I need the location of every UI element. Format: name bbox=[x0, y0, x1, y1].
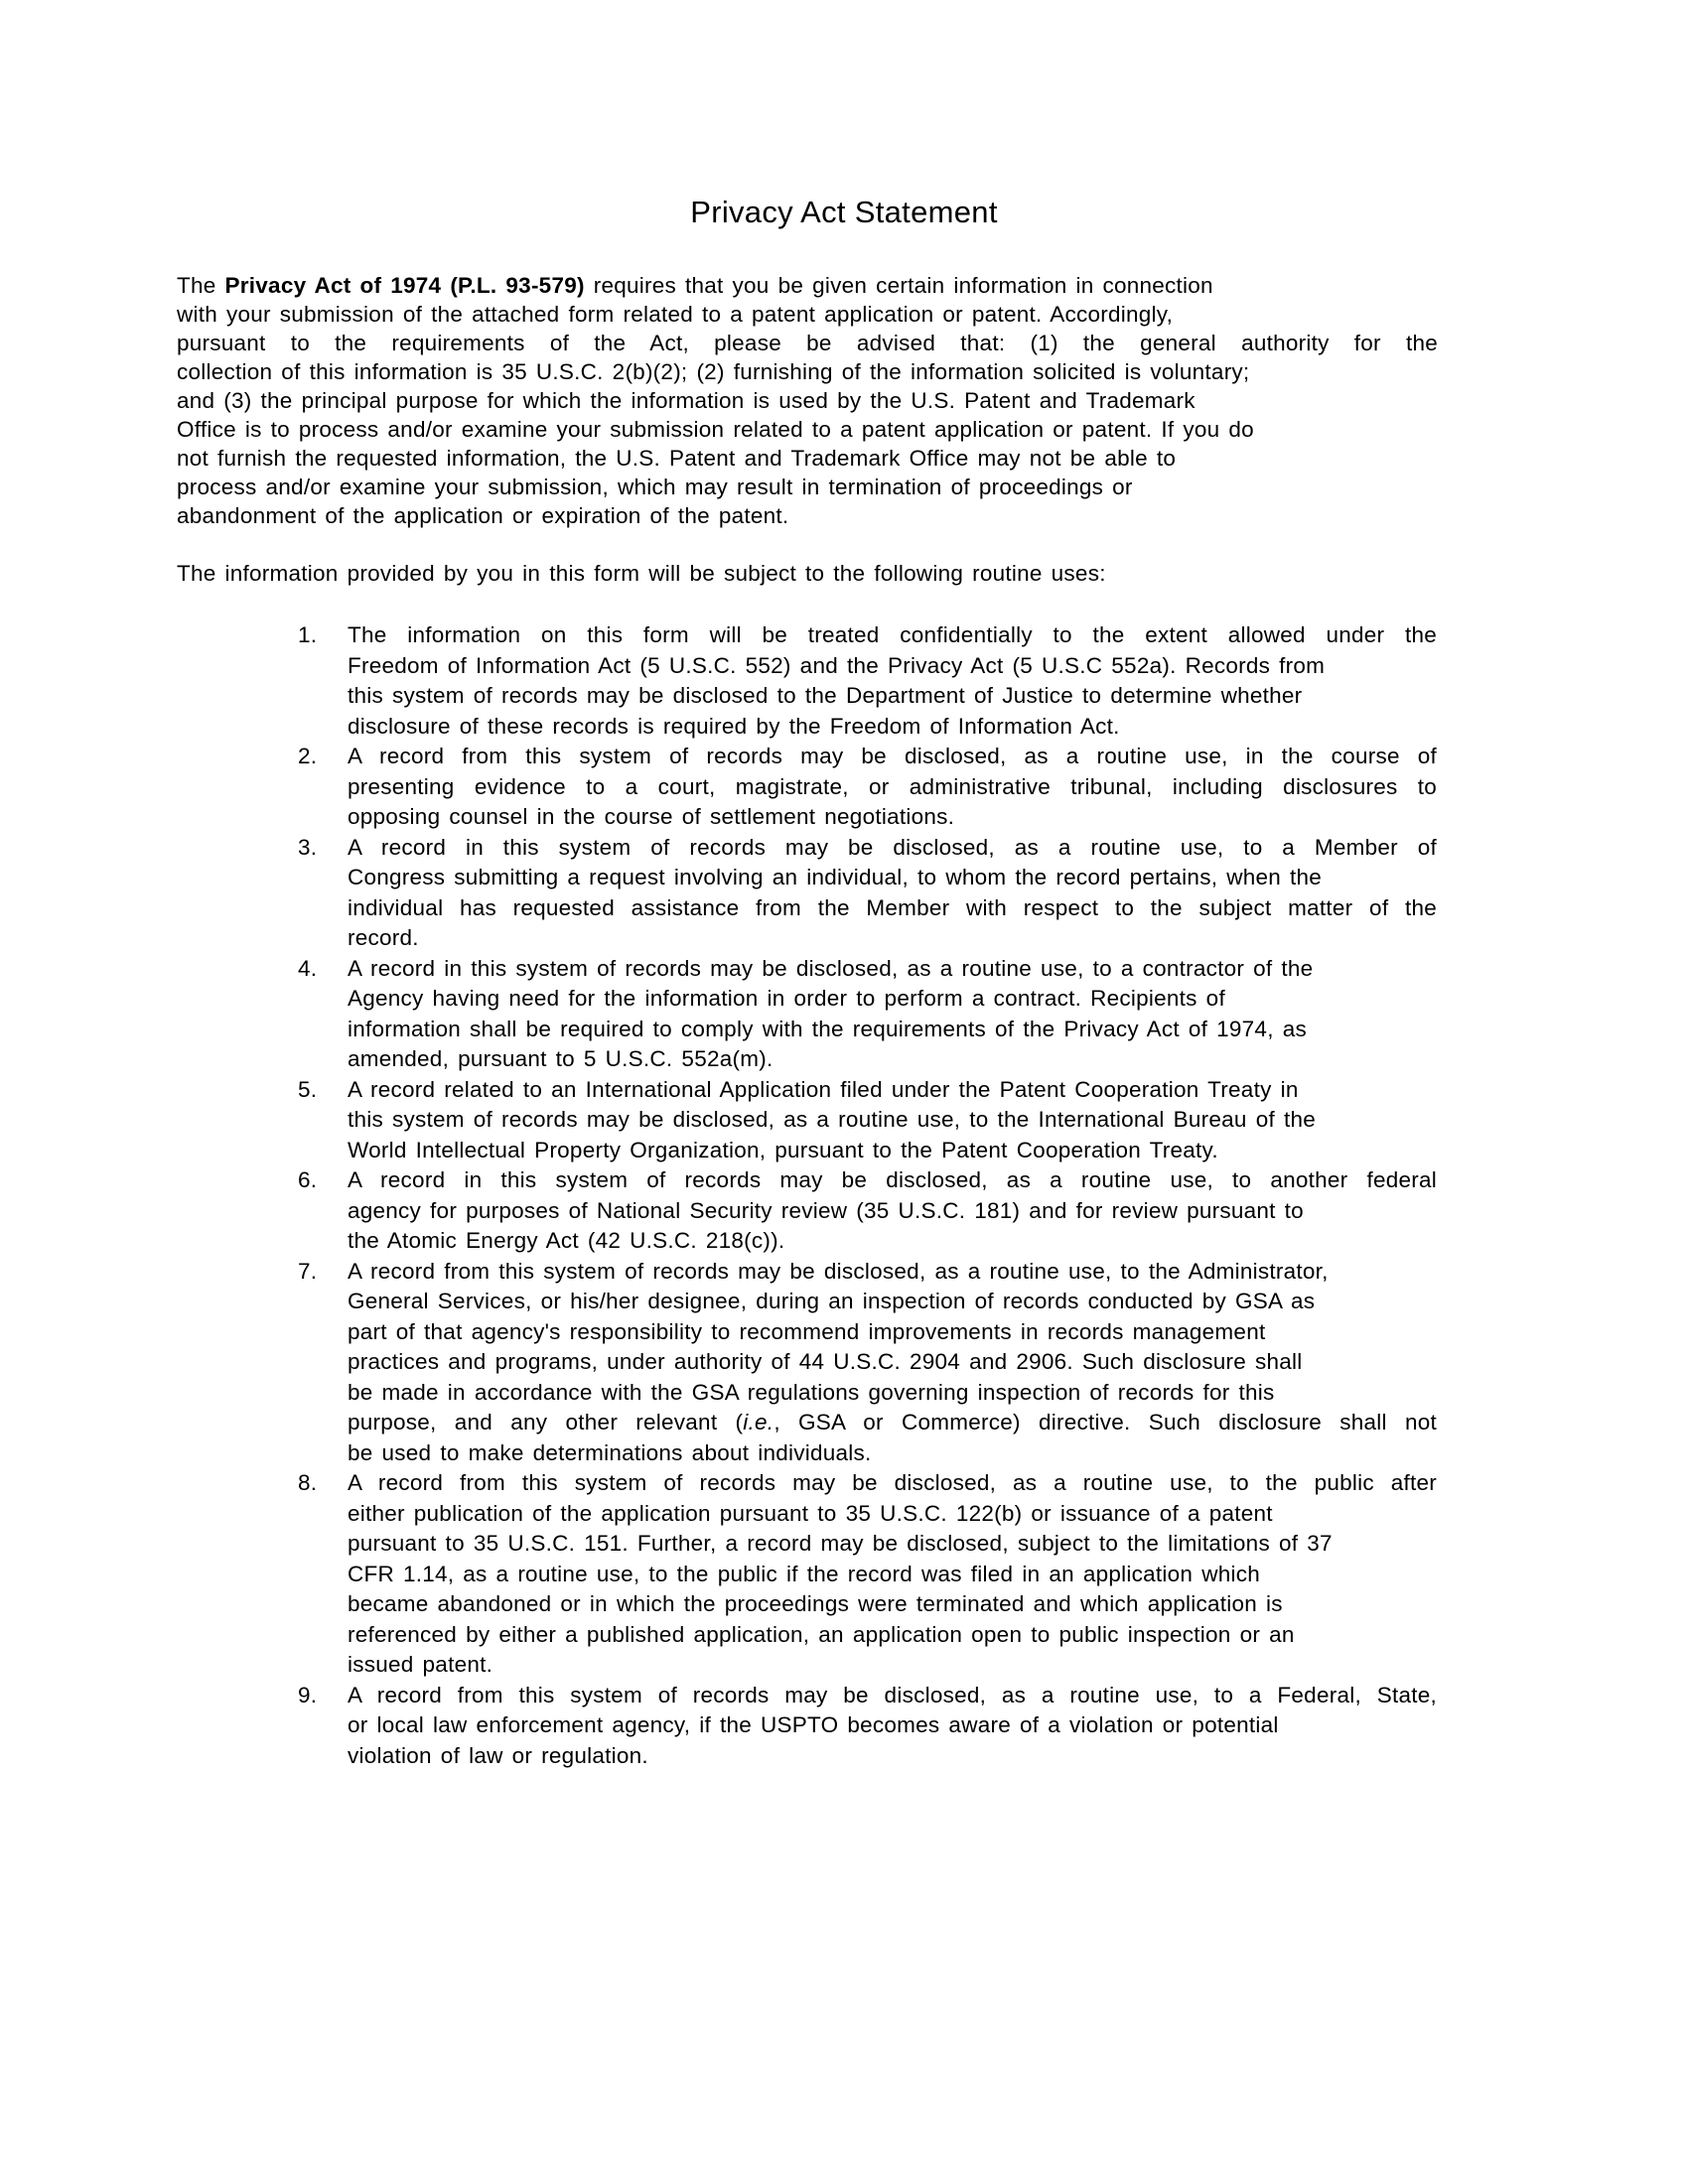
text-segment: collection of this information is 35 U.S.C. 2(b)(2); (2) furnishing of the information solicited is voluntary; bbox=[177, 359, 1250, 384]
text-segment: not furnish the requested information, the U.S. Patent and Trademark Office may not be able to bbox=[177, 446, 1177, 471]
text-line bbox=[348, 1620, 1437, 1651]
text-line bbox=[348, 1378, 1437, 1409]
text-line bbox=[348, 833, 1437, 864]
text-line bbox=[177, 559, 1438, 588]
text-line bbox=[348, 1741, 1437, 1772]
text-segment: purpose, and any other relevant ( bbox=[348, 1410, 744, 1434]
text-line bbox=[348, 1468, 1437, 1499]
text-segment: process and/or examine your submission, which may result in termination of proceedings or bbox=[177, 475, 1133, 499]
text-segment: disclosure of these records is required by the Freedom of Information Act. bbox=[348, 713, 1120, 739]
text-segment: either publication of the application pursuant to 35 U.S.C. 122(b) or issuance of a patent bbox=[348, 1500, 1273, 1526]
text-line bbox=[348, 1165, 1437, 1196]
text-segment: information shall be required to comply with the requirements of the Privacy Act of 1974, as bbox=[348, 1016, 1307, 1041]
text-segment: The bbox=[177, 273, 225, 298]
text-line bbox=[348, 863, 1437, 893]
text-segment: General Services, or his/her designee, during an inspection of records conducted by GSA as bbox=[348, 1289, 1316, 1313]
list-item-number: 8. bbox=[298, 1470, 318, 1495]
text-segment: A record from this system of records may be disclosed, as a routine use, to a Federal, State, bbox=[348, 1682, 1437, 1707]
text-segment: the Atomic Energy Act (42 U.S.C. 218(c)). bbox=[348, 1228, 785, 1253]
text-segment: agency for purposes of National Security review (35 U.S.C. 181) and for review pursuant to bbox=[348, 1197, 1304, 1223]
text-segment: The information on this form will be treated confidentially to the extent allowed under the bbox=[348, 622, 1437, 647]
text-line bbox=[177, 473, 1438, 501]
text-segment: this system of records may be disclosed to the Department of Justice to determine whether bbox=[348, 683, 1303, 708]
text-line bbox=[348, 1438, 1437, 1469]
text-segment: amended, pursuant to 5 U.S.C. 552a(m). bbox=[348, 1046, 774, 1071]
list-item-text bbox=[348, 1257, 1437, 1469]
list-item bbox=[298, 954, 1437, 1075]
text-segment: pursuant to 35 U.S.C. 151. Further, a record may be disclosed, subject to the limitations of 37 bbox=[348, 1531, 1333, 1556]
text-segment: practices and programs, under authority of 44 U.S.C. 2904 and 2906. Such disclosure shall bbox=[348, 1349, 1303, 1374]
text-segment: and (3) the principal purpose for which the information is used by the U.S. Patent and Trademark bbox=[177, 388, 1196, 413]
text-line bbox=[348, 681, 1437, 712]
list-item bbox=[298, 1468, 1437, 1681]
list-item-number: 2. bbox=[298, 744, 318, 768]
text-segment: Office is to process and/or examine your submission related to a patent application or patent. If you do bbox=[177, 417, 1254, 442]
text-line bbox=[348, 1710, 1437, 1741]
list-item-number: 6. bbox=[298, 1167, 318, 1192]
text-line bbox=[348, 802, 1437, 833]
list-item-text bbox=[348, 742, 1437, 833]
text-segment: opposing counsel in the course of settlement negotiations. bbox=[348, 804, 955, 829]
list-item bbox=[298, 833, 1437, 954]
text-segment: became abandoned or in which the proceedings were terminated and which application is bbox=[348, 1591, 1283, 1616]
text-line bbox=[348, 1560, 1437, 1590]
list-item-number: 3. bbox=[298, 834, 318, 860]
text-line bbox=[348, 1226, 1437, 1257]
text-segment: A record from this system of records may be disclosed, as a routine use, to the public after bbox=[348, 1470, 1437, 1495]
text-segment: A record in this system of records may be disclosed, as a routine use, to another federal bbox=[348, 1167, 1437, 1192]
text-segment: The information provided by you in this form will be subject to the following routine uses: bbox=[177, 561, 1106, 586]
list-item bbox=[298, 1257, 1437, 1469]
text-line bbox=[348, 1499, 1437, 1530]
text-segment: Congress submitting a request involving an individual, to whom the record pertains, when the bbox=[348, 865, 1323, 889]
list-item-text bbox=[348, 954, 1437, 1075]
text-segment: referenced by either a published application, an application open to public inspection or an bbox=[348, 1621, 1295, 1647]
text-segment: pursuant to the requirements of the Act, please be advised that: (1) the general authority for the bbox=[177, 331, 1438, 355]
bold-text: Privacy Act of 1974 (P.L. 93-579) bbox=[224, 273, 585, 298]
text-segment: or local law enforcement agency, if the USPTO becomes aware of a violation or potential bbox=[348, 1712, 1279, 1737]
text-segment: A record in this system of records may be disclosed, as a routine use, to a Member of bbox=[348, 834, 1437, 860]
text-segment: be used to make determinations about individuals. bbox=[348, 1439, 872, 1465]
text-line bbox=[348, 1408, 1437, 1438]
text-line bbox=[348, 1196, 1437, 1227]
text-line bbox=[348, 954, 1437, 985]
text-segment: requires that you be given certain information in connection bbox=[584, 273, 1213, 298]
text-line bbox=[348, 1044, 1437, 1075]
text-segment: Freedom of Information Act (5 U.S.C. 552) and the Privacy Act (5 U.S.C 552a). Records from bbox=[348, 652, 1326, 678]
list-item-number: 9. bbox=[298, 1682, 318, 1707]
text-segment: A record from this system of records may be disclosed, as a routine use, in the course of bbox=[348, 744, 1437, 768]
list-item bbox=[298, 1165, 1437, 1257]
text-segment: record. bbox=[348, 925, 419, 950]
text-line bbox=[348, 651, 1437, 682]
list-item-text bbox=[348, 1075, 1437, 1166]
list-item-number: 5. bbox=[298, 1076, 318, 1102]
page-title: Privacy Act Statement bbox=[690, 195, 998, 229]
text-segment: be made in accordance with the GSA regulations governing inspection of records for this bbox=[348, 1379, 1275, 1405]
text-line bbox=[348, 1287, 1437, 1317]
list-item bbox=[298, 1681, 1437, 1772]
list-item-number: 1. bbox=[298, 622, 318, 647]
text-segment: Agency having need for the information in order to perform a contract. Recipients of bbox=[348, 986, 1225, 1011]
list-item-text bbox=[348, 1681, 1437, 1772]
text-line bbox=[177, 357, 1438, 386]
text-segment: CFR 1.14, as a routine use, to the public if the record was filed in an application which bbox=[348, 1561, 1260, 1586]
list-item-text bbox=[348, 833, 1437, 954]
text-line bbox=[348, 1075, 1437, 1106]
text-segment: A record related to an International Application filed under the Patent Cooperation Treaty in bbox=[348, 1076, 1299, 1102]
intro-paragraph bbox=[177, 271, 1438, 530]
text-line bbox=[177, 444, 1438, 473]
text-line bbox=[348, 893, 1437, 924]
text-segment: abandonment of the application or expiration of the patent. bbox=[177, 503, 789, 528]
text-segment: violation of law or regulation. bbox=[348, 1742, 648, 1768]
text-line bbox=[348, 772, 1437, 803]
text-line bbox=[348, 712, 1437, 743]
list-item-text bbox=[348, 1468, 1437, 1681]
list-item-number: 7. bbox=[298, 1258, 318, 1284]
text-segment: part of that agency's responsibility to recommend improvements in records management bbox=[348, 1318, 1266, 1344]
text-line bbox=[177, 271, 1438, 300]
text-line bbox=[348, 1257, 1437, 1288]
text-line bbox=[348, 1347, 1437, 1378]
text-line bbox=[348, 984, 1437, 1015]
list-item-text bbox=[348, 620, 1437, 742]
list-item bbox=[298, 620, 1437, 742]
text-segment: A record in this system of records may be disclosed, as a routine use, to a contractor of the bbox=[348, 955, 1314, 981]
text-segment: , GSA or Commerce) directive. Such disclosure shall not bbox=[774, 1410, 1437, 1434]
routine-uses-list bbox=[298, 620, 1437, 1771]
text-line bbox=[348, 1529, 1437, 1560]
text-segment: A record from this system of records may be disclosed, as a routine use, to the Administrator, bbox=[348, 1258, 1329, 1284]
text-line bbox=[348, 742, 1437, 772]
text-segment: presenting evidence to a court, magistrate, or administrative tribunal, including disclosures to bbox=[348, 773, 1437, 799]
text-line bbox=[348, 1317, 1437, 1348]
text-line bbox=[177, 300, 1438, 329]
routine-uses-intro bbox=[177, 559, 1438, 588]
text-segment: individual has requested assistance from the Member with respect to the subject matter of the bbox=[348, 894, 1437, 920]
text-segment: with your submission of the attached form related to a patent application or patent. Accordingly, bbox=[177, 302, 1174, 327]
text-line bbox=[177, 386, 1438, 415]
text-segment: this system of records may be disclosed, as a routine use, to the International Bureau of the bbox=[348, 1107, 1316, 1132]
list-item-number: 4. bbox=[298, 955, 318, 981]
text-line bbox=[348, 1650, 1437, 1681]
text-line bbox=[348, 620, 1437, 651]
list-item-text bbox=[348, 1165, 1437, 1257]
text-segment: issued patent. bbox=[348, 1652, 493, 1677]
text-line bbox=[348, 1589, 1437, 1620]
text-segment: World Intellectual Property Organization, pursuant to the Patent Cooperation Treaty. bbox=[348, 1137, 1218, 1162]
italic-text: i.e. bbox=[743, 1410, 774, 1434]
text-line bbox=[177, 501, 1438, 530]
text-line bbox=[348, 1136, 1437, 1166]
list-item bbox=[298, 742, 1437, 833]
text-line bbox=[348, 1105, 1437, 1136]
text-line bbox=[348, 1015, 1437, 1045]
text-line bbox=[177, 329, 1438, 357]
text-line bbox=[348, 923, 1437, 954]
text-line bbox=[177, 415, 1438, 444]
text-line bbox=[348, 1681, 1437, 1711]
list-item bbox=[298, 1075, 1437, 1166]
